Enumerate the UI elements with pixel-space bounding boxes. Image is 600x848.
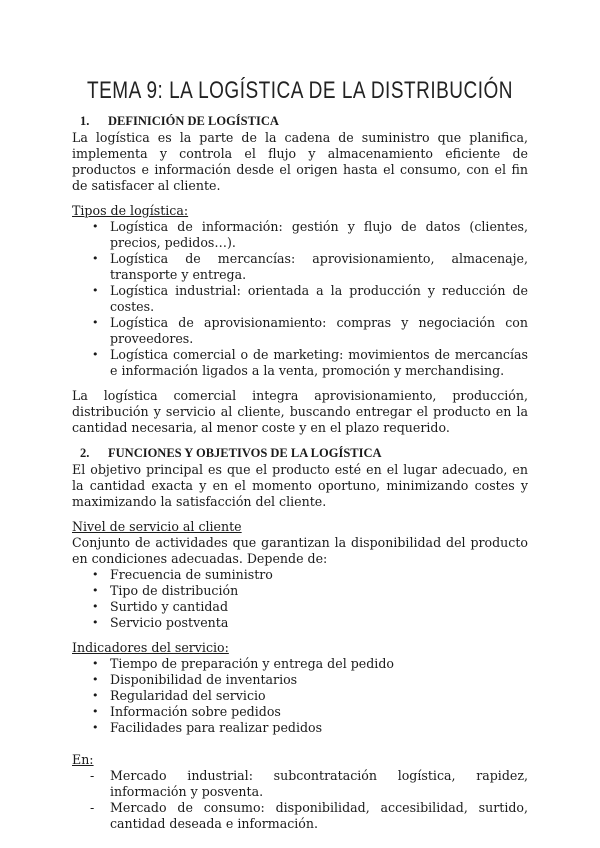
list-item: • Logística de mercancías: aprovisionamiento, almacenaje, transporte y entrega. [110,251,528,283]
list-item: • Logística de aprovisionamiento: compras y negociación con proveedores. [110,315,528,347]
list-item: • Logística industrial: orientada a la producción y reducción de costes. [110,283,528,315]
service-heading: Nivel de servicio al cliente [72,519,242,534]
types-heading: Tipos de logística: [72,203,189,218]
section-2-heading [80,445,528,461]
list-item: • Disponibilidad de inventarios [110,672,528,688]
list-item: • Tiempo de preparación y entrega del pedido [110,656,528,672]
section-2-title: FUNCIONES Y OBJETIVOS DE LA LOGÍSTICA [108,446,382,460]
service-text: Conjunto de actividades que garantizan la disponibilidad del producto en condiciones adecuadas. Depende de: [72,535,528,566]
list-item: • Tipo de distribución [110,583,528,599]
list-item: • Logística de información: gestión y flujo de datos (clientes, precios, pedidos…). [110,219,528,251]
types-list [72,219,528,379]
list-item: • Facilidades para realizar pedidos [110,720,528,736]
service-factors-list [72,567,528,631]
section-1-closing: La logística comercial integra aprovisionamiento, producción, distribución y servicio al cliente, buscando entregar el producto en la cantidad necesaria, al menor coste y en el plazo requerido. [72,388,528,435]
section-1-intro: La logística es la parte de la cadena de suministro que planifica, implementa y controla el flujo y almacenamiento eficiente de productos e información desde el origen hasta el consumo, con el fin de satisfacer al cliente. [72,130,528,193]
list-item: - Mercado de consumo: disponibilidad, accesibilidad, surtido, cantidad deseada e información. [110,800,528,832]
section-2-number: 2. [80,446,90,460]
indicators-heading: Indicadores del servicio: [72,640,229,655]
section-2-intro: El objetivo principal es que el producto esté en el lugar adecuado, en la cantidad exacta y en el momento oportuno, minimizando costes y maximizando la satisfacción del cliente. [72,462,528,509]
list-item: • Servicio postventa [110,615,528,631]
list-item: • Frecuencia de suministro [110,567,528,583]
list-item: • Logística comercial o de marketing: movimientos de mercancías e información ligados a la venta, promoción y merchandising. [110,347,528,379]
section-1-title: DEFINICIÓN DE LOGÍSTICA [108,114,279,128]
markets-list [72,768,528,832]
section-1-number: 1. [80,114,90,128]
list-item: • Regularidad del servicio [110,688,528,704]
list-item: • Información sobre pedidos [110,704,528,720]
list-item: • Surtido y cantidad [110,599,528,615]
list-item: - Mercado industrial: subcontratación logística, rapidez, información y posventa. [110,768,528,800]
section-1-heading [80,113,528,129]
page-title: TEMA 9: LA LOGÍSTICA DE LA DISTRIBUCIÓN [86,78,513,105]
en-heading: En: [72,752,94,767]
document-body [72,113,528,832]
indicators-list [72,656,528,736]
